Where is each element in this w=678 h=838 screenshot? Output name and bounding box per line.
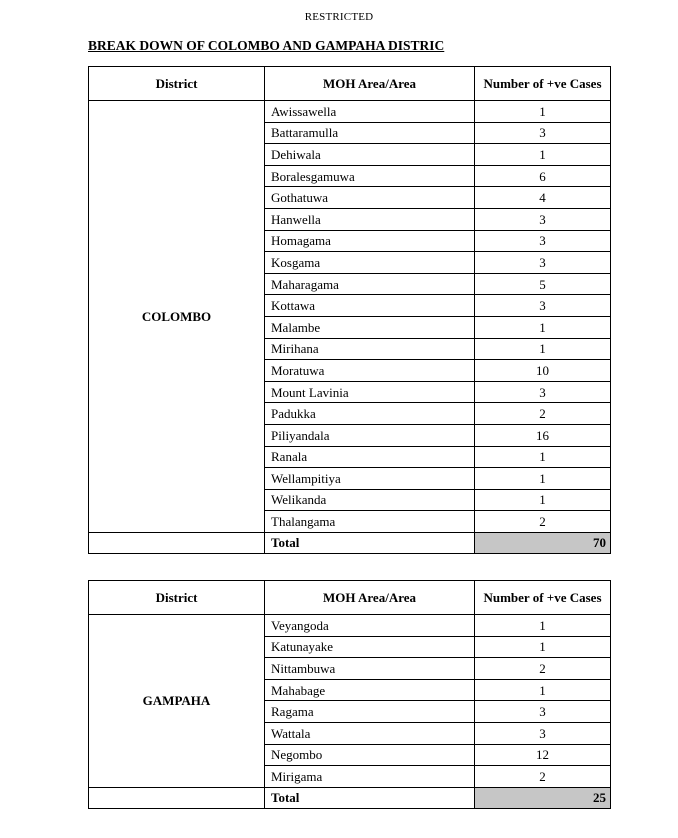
- case-count-cell: 5: [475, 273, 611, 295]
- moh-area-cell: Maharagama: [265, 273, 475, 295]
- moh-area-cell: Moratuwa: [265, 360, 475, 382]
- case-count-cell: 3: [475, 722, 611, 744]
- moh-area-cell: Ragama: [265, 701, 475, 723]
- area-column-header: MOH Area/Area: [265, 67, 475, 101]
- district-name: COLOMBO: [89, 101, 265, 533]
- moh-area-cell: Welikanda: [265, 489, 475, 511]
- table-header-row: [89, 67, 611, 101]
- case-count-cell: 2: [475, 658, 611, 680]
- case-count-cell: 3: [475, 381, 611, 403]
- case-count-cell: 2: [475, 511, 611, 533]
- moh-area-cell: Gothatuwa: [265, 187, 475, 209]
- document-heading: BREAK DOWN OF COLOMBO AND GAMPAHA DISTRIC: [88, 38, 445, 53]
- district-column-header: District: [89, 581, 265, 615]
- moh-area-cell: Mount Lavinia: [265, 381, 475, 403]
- case-count-cell: 6: [475, 165, 611, 187]
- cases-column-header: Number of +ve Cases: [475, 67, 611, 101]
- district-column-header: District: [89, 67, 265, 101]
- case-count-cell: 1: [475, 489, 611, 511]
- case-count-cell: 1: [475, 636, 611, 658]
- case-count-cell: 4: [475, 187, 611, 209]
- total-row-blank-cell: [89, 532, 265, 553]
- moh-area-cell: Awissawella: [265, 101, 475, 123]
- case-count-cell: 1: [475, 338, 611, 360]
- case-count-cell: 3: [475, 295, 611, 317]
- moh-area-cell: Hanwella: [265, 208, 475, 230]
- moh-area-cell: Negombo: [265, 744, 475, 766]
- moh-area-cell: Padukka: [265, 403, 475, 425]
- case-count-cell: 1: [475, 446, 611, 468]
- moh-area-cell: Veyangoda: [265, 615, 475, 637]
- colombo-table: [88, 66, 611, 554]
- total-value: 25: [475, 787, 611, 808]
- case-count-cell: 12: [475, 744, 611, 766]
- moh-area-cell: Nittambuwa: [265, 658, 475, 680]
- case-count-cell: 1: [475, 316, 611, 338]
- moh-area-cell: Homagama: [265, 230, 475, 252]
- total-row: [89, 532, 611, 553]
- case-count-cell: 3: [475, 208, 611, 230]
- total-label: Total: [265, 532, 475, 553]
- table-header-row: [89, 581, 611, 615]
- moh-area-cell: Mirigama: [265, 766, 475, 788]
- moh-area-cell: Thalangama: [265, 511, 475, 533]
- moh-area-cell: Katunayake: [265, 636, 475, 658]
- case-count-cell: 16: [475, 424, 611, 446]
- moh-area-cell: Wellampitiya: [265, 468, 475, 490]
- case-count-cell: 1: [475, 679, 611, 701]
- moh-area-cell: Kottawa: [265, 295, 475, 317]
- case-count-cell: 3: [475, 230, 611, 252]
- restricted-label: RESTRICTED: [304, 11, 374, 23]
- case-count-cell: 1: [475, 144, 611, 166]
- case-count-cell: 3: [475, 252, 611, 274]
- moh-area-cell: Mirihana: [265, 338, 475, 360]
- district-name: GAMPAHA: [89, 615, 265, 788]
- gampaha-table: [88, 580, 611, 809]
- case-count-cell: 2: [475, 766, 611, 788]
- moh-area-cell: Piliyandala: [265, 424, 475, 446]
- case-count-cell: 1: [475, 101, 611, 123]
- total-value: 70: [475, 532, 611, 553]
- total-label: Total: [265, 787, 475, 808]
- case-count-cell: 3: [475, 701, 611, 723]
- moh-area-cell: Battaramulla: [265, 122, 475, 144]
- moh-area-cell: Mahabage: [265, 679, 475, 701]
- case-count-cell: 1: [475, 468, 611, 490]
- moh-area-cell: Malambe: [265, 316, 475, 338]
- cases-column-header: Number of +ve Cases: [475, 581, 611, 615]
- gampaha-table-body: [89, 581, 611, 809]
- table-row: [89, 101, 611, 123]
- case-count-cell: 10: [475, 360, 611, 382]
- total-row: [89, 787, 611, 808]
- area-column-header: MOH Area/Area: [265, 581, 475, 615]
- moh-area-cell: Boralesgamuwa: [265, 165, 475, 187]
- case-count-cell: 3: [475, 122, 611, 144]
- moh-area-cell: Kosgama: [265, 252, 475, 274]
- total-row-blank-cell: [89, 787, 265, 808]
- case-count-cell: 1: [475, 615, 611, 637]
- moh-area-cell: Dehiwala: [265, 144, 475, 166]
- moh-area-cell: Ranala: [265, 446, 475, 468]
- colombo-table-body: [89, 67, 611, 554]
- case-count-cell: 2: [475, 403, 611, 425]
- table-row: [89, 615, 611, 637]
- moh-area-cell: Wattala: [265, 722, 475, 744]
